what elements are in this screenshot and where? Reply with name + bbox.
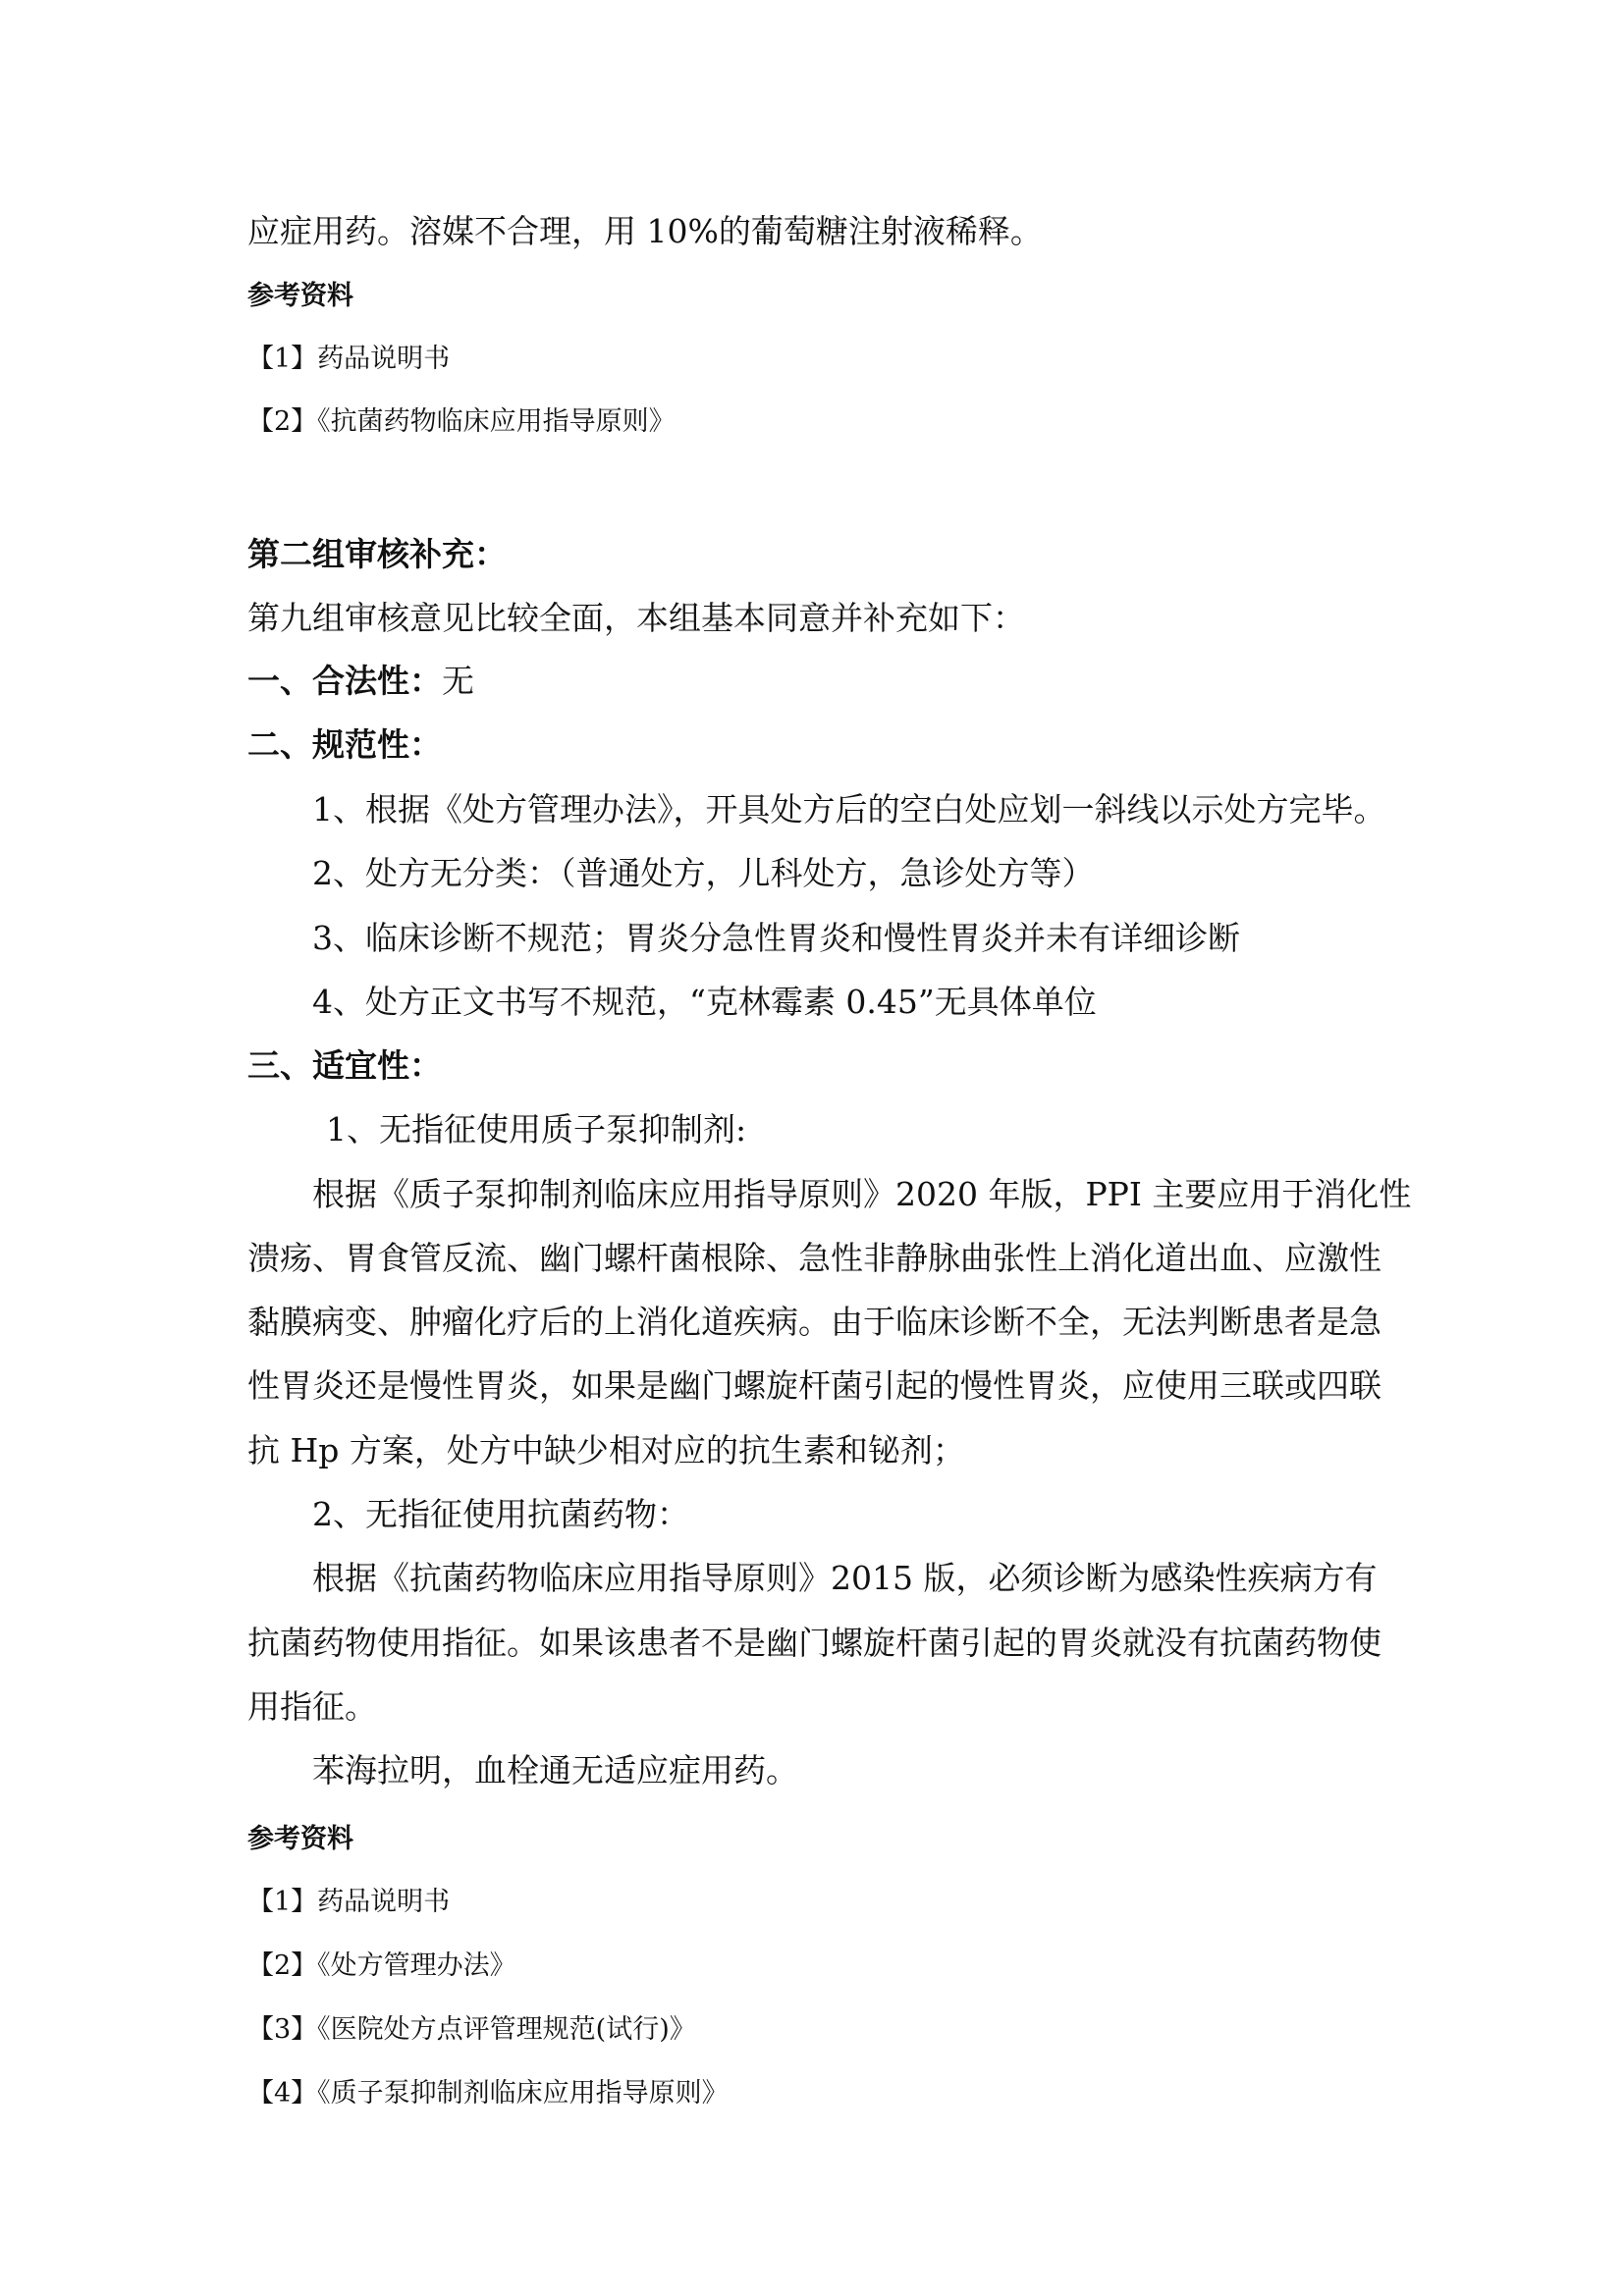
legality-row: [247, 662, 474, 701]
list-item: 3、临床诊断不规范；胃炎分急性胃炎和慢性胃炎并未有详细诊断: [312, 919, 1240, 957]
body-text: 应症用药。溶媒不合理，用 10%的葡萄糖注射液稀释。: [247, 212, 1043, 250]
paragraph-line: 根据《抗菌药物临床应用指导原则》2015 版，必须诊断为感染性疾病方有: [312, 1559, 1378, 1597]
reference-item: 【1】药品说明书: [247, 1887, 451, 1917]
reference-item: 【1】药品说明书: [247, 344, 451, 374]
paragraph-line: 性胃炎还是慢性胃炎，如果是幽门螺旋杆菌引起的慢性胃炎，应使用三联或四联: [247, 1366, 1381, 1405]
legality-heading: 一、合法性：: [247, 662, 442, 700]
paragraph-line: 苯海拉明，血栓通无适应症用药。: [312, 1751, 798, 1789]
paragraph-line: 溃疡、胃食管反流、幽门螺杆菌根除、急性非静脉曲张性上消化道出血、应激性: [247, 1239, 1381, 1277]
legality-value: 无: [442, 662, 474, 700]
section-heading: 第二组审核补充：: [247, 535, 507, 573]
list-item: 4、处方正文书写不规范，“克林霉素 0.45”无具体单位: [312, 983, 1097, 1021]
list-item: 2、处方无分类：（普通处方，儿科处方，急诊处方等）: [312, 854, 1095, 892]
paragraph-line: 抗菌药物使用指征。如果该患者不是幽门螺旋杆菌引起的胃炎就没有抗菌药物使: [247, 1624, 1381, 1662]
references-heading: 参考资料: [247, 281, 353, 311]
list-item: 1、无指征使用质子泵抑制剂:: [326, 1110, 747, 1148]
subsection-heading: 三、适宜性：: [247, 1046, 442, 1085]
reference-item: 【2】《处方管理办法》: [247, 1950, 516, 1981]
reference-item: 【4】《质子泵抑制剂临床应用指导原则》: [247, 2078, 729, 2109]
paragraph-line: 抗 Hp 方案，处方中缺少相对应的抗生素和铋剂；: [247, 1431, 965, 1469]
references-heading: 参考资料: [247, 1824, 353, 1854]
paragraph-line: 根据《质子泵抑制剂临床应用指导原则》2020 年版，PPI 主要应用于消化性: [312, 1175, 1412, 1213]
reference-item: 【2】《抗菌药物临床应用指导原则》: [247, 406, 676, 437]
subsection-heading: 二、规范性：: [247, 725, 442, 764]
reference-item: 【3】《医院处方点评管理规范(试行)》: [247, 2014, 696, 2045]
list-item: 2、无指征使用抗菌药物：: [312, 1495, 689, 1533]
body-text: 第九组审核意见比较全面，本组基本同意并补充如下：: [247, 599, 1025, 637]
list-item: 1、根据《处方管理办法》，开具处方后的空白处应划一斜线以示处方完毕。: [312, 790, 1386, 828]
paragraph-line: 用指征。: [247, 1687, 377, 1726]
paragraph-line: 黏膜病变、肿瘤化疗后的上消化道疾病。由于临床诊断不全，无法判断患者是急: [247, 1303, 1381, 1341]
